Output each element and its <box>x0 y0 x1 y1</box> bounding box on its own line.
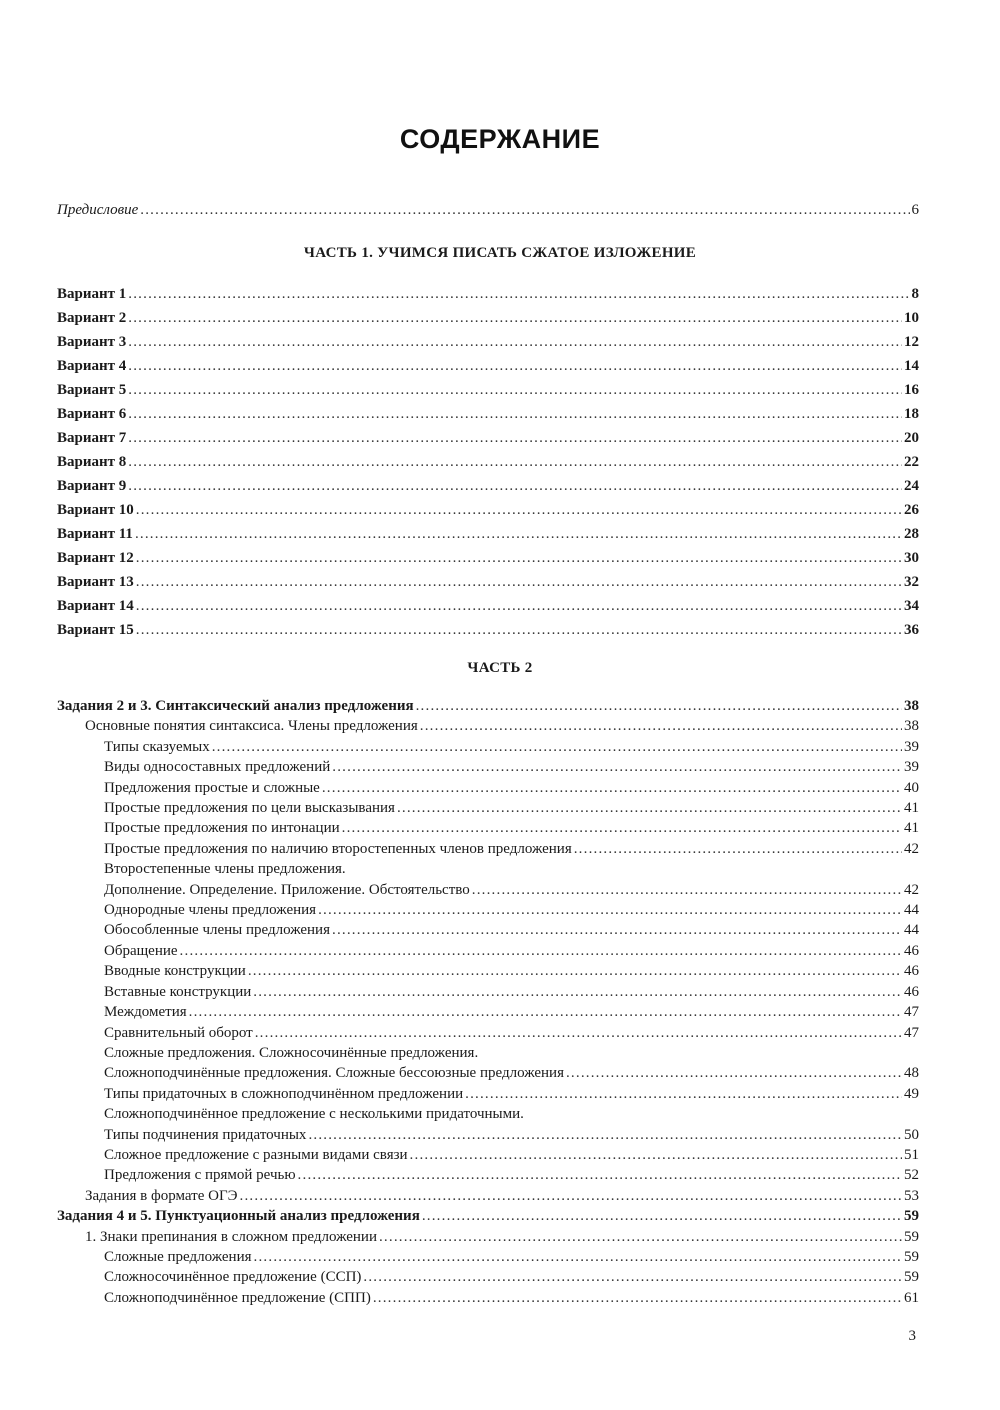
toc-leader-dots <box>248 961 902 981</box>
toc-entry-page: 52 <box>904 1167 919 1184</box>
toc-leader-dots <box>128 330 902 354</box>
toc-entry <box>57 594 919 618</box>
part2-list <box>57 696 919 1308</box>
toc-entry <box>57 378 919 402</box>
toc-entry-page: 26 <box>904 502 919 518</box>
toc-entry <box>57 474 919 498</box>
toc-leader-dots <box>420 716 902 736</box>
toc-entry-label: Вариант 15 <box>57 622 134 638</box>
toc-entry-page: 41 <box>904 820 919 837</box>
toc-entry <box>57 1063 919 1083</box>
toc-entry <box>57 920 919 940</box>
toc-entry-page: 22 <box>904 454 919 470</box>
toc-entry <box>57 798 919 818</box>
toc-entry <box>57 450 919 474</box>
part2-heading: ЧАСТЬ 2 <box>467 660 533 676</box>
toc-entry-label: Междометия <box>104 1004 187 1021</box>
toc-entry-label: Вариант 2 <box>57 310 127 326</box>
toc-leader-dots <box>240 1186 902 1206</box>
toc-leader-dots <box>136 570 902 594</box>
toc-entry <box>57 900 919 920</box>
toc-entry-page: 53 <box>904 1187 919 1204</box>
toc-leader-dots <box>253 982 902 1002</box>
toc-entry <box>57 880 919 900</box>
toc-entry-page: 32 <box>904 574 919 590</box>
toc-entry-page: 46 <box>904 983 919 1000</box>
toc-leader-dots <box>342 818 902 838</box>
toc-leader-dots <box>128 402 902 426</box>
toc-leader-dots <box>212 737 902 757</box>
toc-leader-dots <box>128 378 902 402</box>
toc-entry-page: 41 <box>904 800 919 817</box>
toc-entry <box>57 982 919 1002</box>
toc-entry <box>57 618 919 642</box>
toc-entry-page: 16 <box>904 382 919 398</box>
toc-entry <box>57 1267 919 1287</box>
toc-entry-page: 18 <box>904 406 919 422</box>
toc-entry-preface <box>57 202 919 219</box>
toc-entry <box>57 1288 919 1308</box>
page-title: СОДЕРЖАНИЕ <box>399 124 601 154</box>
toc-entry-label: Сложноподчинённое предложение (СПП) <box>104 1289 371 1306</box>
toc-entry-label: Сложное предложение с разными видами связи <box>104 1146 408 1163</box>
toc-leader-dots <box>332 920 902 940</box>
toc-entry-page: 8 <box>911 286 919 302</box>
toc-entry-label: Вариант 7 <box>57 430 127 446</box>
toc-entry-page: 36 <box>904 622 919 638</box>
toc-leader-dots <box>373 1288 902 1308</box>
toc-entry <box>57 757 919 777</box>
toc-entry-label: Вариант 13 <box>57 574 134 590</box>
toc-entry-label: Типы придаточных в сложноподчинённом предложении <box>104 1085 464 1102</box>
toc-entry-page: 59 <box>904 1269 919 1286</box>
toc-entry <box>57 716 919 736</box>
toc-leader-dots <box>128 354 902 378</box>
toc-entry-label: Вводные конструкции <box>104 963 246 980</box>
toc-entry-label: Вариант 10 <box>57 502 134 518</box>
toc-entry-label: Вариант 11 <box>57 526 133 542</box>
toc-entry <box>57 1206 919 1226</box>
toc-entry <box>57 1227 919 1247</box>
toc-entry-label: Сравнительный оборот <box>104 1024 253 1041</box>
toc-entry-label: Вариант 9 <box>57 478 127 494</box>
toc-entry-page: 6 <box>911 202 919 218</box>
toc-entry-label: Предисловие <box>57 202 139 218</box>
toc-entry-label: Вариант 3 <box>57 334 127 350</box>
toc-entry-page: 46 <box>904 963 919 980</box>
toc-entry-label: Обособленные члены предложения <box>104 922 330 939</box>
toc-entry <box>57 1125 919 1145</box>
toc-entry <box>57 1145 919 1165</box>
toc-entry-label: Задания 2 и 3. Синтаксический анализ предложения <box>57 698 414 714</box>
toc-entry-page: 34 <box>904 598 919 614</box>
toc-entry <box>57 426 919 450</box>
toc-entry-page: 39 <box>904 759 919 776</box>
toc-entry <box>57 1247 919 1267</box>
toc-entry-page: 40 <box>904 779 919 796</box>
toc-entry-page: 48 <box>904 1065 919 1082</box>
toc-leader-dots <box>322 778 902 798</box>
toc-entry-page: 59 <box>904 1208 919 1225</box>
toc-entry <box>57 859 919 879</box>
toc-entry-label: Простые предложения по цели высказывания <box>104 800 395 817</box>
toc-entry <box>57 1104 919 1124</box>
toc-entry <box>57 522 919 546</box>
toc-leader-dots <box>298 1165 902 1185</box>
toc-leader-dots <box>472 880 902 900</box>
toc-leader-dots <box>128 426 902 450</box>
toc-entry-label: Предложения с прямой речью <box>104 1167 296 1184</box>
toc-leader-dots <box>363 1267 902 1287</box>
toc-leader-dots <box>397 798 902 818</box>
toc-entry <box>57 961 919 981</box>
toc-entry <box>57 330 919 354</box>
toc-entry <box>57 1084 919 1104</box>
toc-leader-dots <box>318 900 902 920</box>
toc-entry-label: Однородные члены предложения <box>104 902 317 919</box>
toc-entry-label: Вариант 5 <box>57 382 127 398</box>
toc-entry-page: 42 <box>904 840 919 857</box>
page-number: 3 <box>908 1328 916 1344</box>
toc-entry-label: Сложноподчинённое предложение с несколькими придаточными. <box>104 1106 524 1123</box>
toc-entry-page: 38 <box>904 698 919 714</box>
toc-leader-dots <box>136 618 902 642</box>
toc-entry-page: 59 <box>904 1228 919 1245</box>
toc-entry <box>57 1186 919 1206</box>
toc-entry-page: 44 <box>904 902 919 919</box>
toc-leader-dots <box>332 757 902 777</box>
toc-entry <box>57 1165 919 1185</box>
toc-entry <box>57 818 919 838</box>
toc-entry <box>57 1002 919 1022</box>
toc-entry <box>57 737 919 757</box>
toc-leader-dots <box>136 498 902 522</box>
toc-entry-page: 14 <box>904 358 919 374</box>
toc-entry-label: Сложносочинённое предложение (ССП) <box>104 1269 362 1286</box>
toc-entry <box>57 1043 919 1063</box>
toc-entry <box>57 498 919 522</box>
toc-leader-dots <box>128 474 902 498</box>
toc-entry-page: 39 <box>904 738 919 755</box>
toc-leader-dots <box>379 1227 902 1247</box>
toc-entry-label: Сложноподчинённые предложения. Сложные бессоюзные предложения <box>104 1065 564 1082</box>
toc-leader-dots <box>180 941 902 961</box>
toc-leader-dots <box>308 1125 902 1145</box>
toc-entry-label: Задания в формате ОГЭ <box>85 1187 238 1204</box>
toc-entry-label: Вариант 6 <box>57 406 127 422</box>
toc-leader-dots <box>465 1084 902 1104</box>
toc-entry-page: 20 <box>904 430 919 446</box>
toc-entry <box>57 546 919 570</box>
toc-leader-dots <box>128 306 902 330</box>
toc-entry-label: Обращение <box>104 942 178 959</box>
toc-leader-dots <box>136 546 902 570</box>
toc-entry <box>57 696 919 716</box>
toc-entry <box>57 282 919 306</box>
toc-leader-dots <box>128 282 909 306</box>
toc-entry-page: 47 <box>904 1024 919 1041</box>
toc-entry-page: 30 <box>904 550 919 566</box>
toc-leader-dots <box>135 522 902 546</box>
toc-entry <box>57 839 919 859</box>
toc-entry-label: Типы сказуемых <box>104 738 210 755</box>
toc-entry-label: Простые предложения по интонации <box>104 820 340 837</box>
toc-entry-label: Вариант 1 <box>57 286 127 302</box>
toc-entry-label: Вариант 12 <box>57 550 134 566</box>
part1-heading: ЧАСТЬ 1. УЧИМСЯ ПИСАТЬ СЖАТОЕ ИЗЛОЖЕНИЕ <box>303 245 697 261</box>
toc-entry-page: 44 <box>904 922 919 939</box>
toc-entry <box>57 306 919 330</box>
toc-leader-dots <box>140 202 909 219</box>
toc-leader-dots <box>136 594 902 618</box>
toc-entry-label: Типы подчинения придаточных <box>104 1126 307 1143</box>
toc-entry <box>57 1023 919 1043</box>
toc-entry <box>57 778 919 798</box>
toc-entry-label: Виды односоставных предложений <box>104 759 331 776</box>
toc-entry <box>57 570 919 594</box>
toc-entry <box>57 354 919 378</box>
toc-entry-page: 12 <box>904 334 919 350</box>
toc-entry-page: 38 <box>904 718 919 735</box>
toc-entry-label: Дополнение. Определение. Приложение. Обстоятельство <box>104 881 470 898</box>
toc-leader-dots <box>254 1247 902 1267</box>
toc-entry-label: Сложные предложения <box>104 1248 252 1265</box>
toc-entry-page: 10 <box>904 310 919 326</box>
toc-entry-page: 49 <box>904 1085 919 1102</box>
toc-leader-dots <box>422 1206 902 1226</box>
toc-leader-dots <box>574 839 902 859</box>
toc-entry-page: 28 <box>904 526 919 542</box>
toc-entry <box>57 941 919 961</box>
toc-entry <box>57 402 919 426</box>
toc-preface <box>57 202 919 219</box>
toc-entry-label: Предложения простые и сложные <box>104 779 320 796</box>
toc-leader-dots <box>189 1002 902 1022</box>
toc-entry-label: Простые предложения по наличию второстепенных членов предложения <box>104 840 572 857</box>
toc-entry-page: 46 <box>904 942 919 959</box>
toc-entry-label: Сложные предложения. Сложносочинённые предложения. <box>104 1044 479 1061</box>
toc-entry-label: 1. Знаки препинания в сложном предложении <box>85 1228 377 1245</box>
toc-leader-dots <box>128 450 902 474</box>
toc-leader-dots <box>566 1063 902 1083</box>
part1-list <box>57 282 919 642</box>
toc-entry-label: Вариант 4 <box>57 358 127 374</box>
toc-leader-dots <box>255 1023 902 1043</box>
toc-entry-page: 50 <box>904 1126 919 1143</box>
toc-entry-label: Вариант 8 <box>57 454 127 470</box>
toc-leader-dots <box>416 696 902 716</box>
toc-entry-label: Основные понятия синтаксиса. Члены предложения <box>85 718 418 735</box>
toc-entry-label: Вставные конструкции <box>104 983 252 1000</box>
toc-entry-label: Вариант 14 <box>57 598 134 614</box>
toc-entry-page: 24 <box>904 478 919 494</box>
toc-entry-page: 42 <box>904 881 919 898</box>
toc-entry-page: 59 <box>904 1248 919 1265</box>
toc-entry-label: Второстепенные члены предложения. <box>104 861 346 878</box>
toc-entry-page: 47 <box>904 1004 919 1021</box>
toc-entry-page: 61 <box>904 1289 919 1306</box>
toc-leader-dots <box>410 1145 902 1165</box>
toc-entry-label: Задания 4 и 5. Пунктуационный анализ предложения <box>57 1208 420 1225</box>
toc-entry-page: 51 <box>904 1146 919 1163</box>
